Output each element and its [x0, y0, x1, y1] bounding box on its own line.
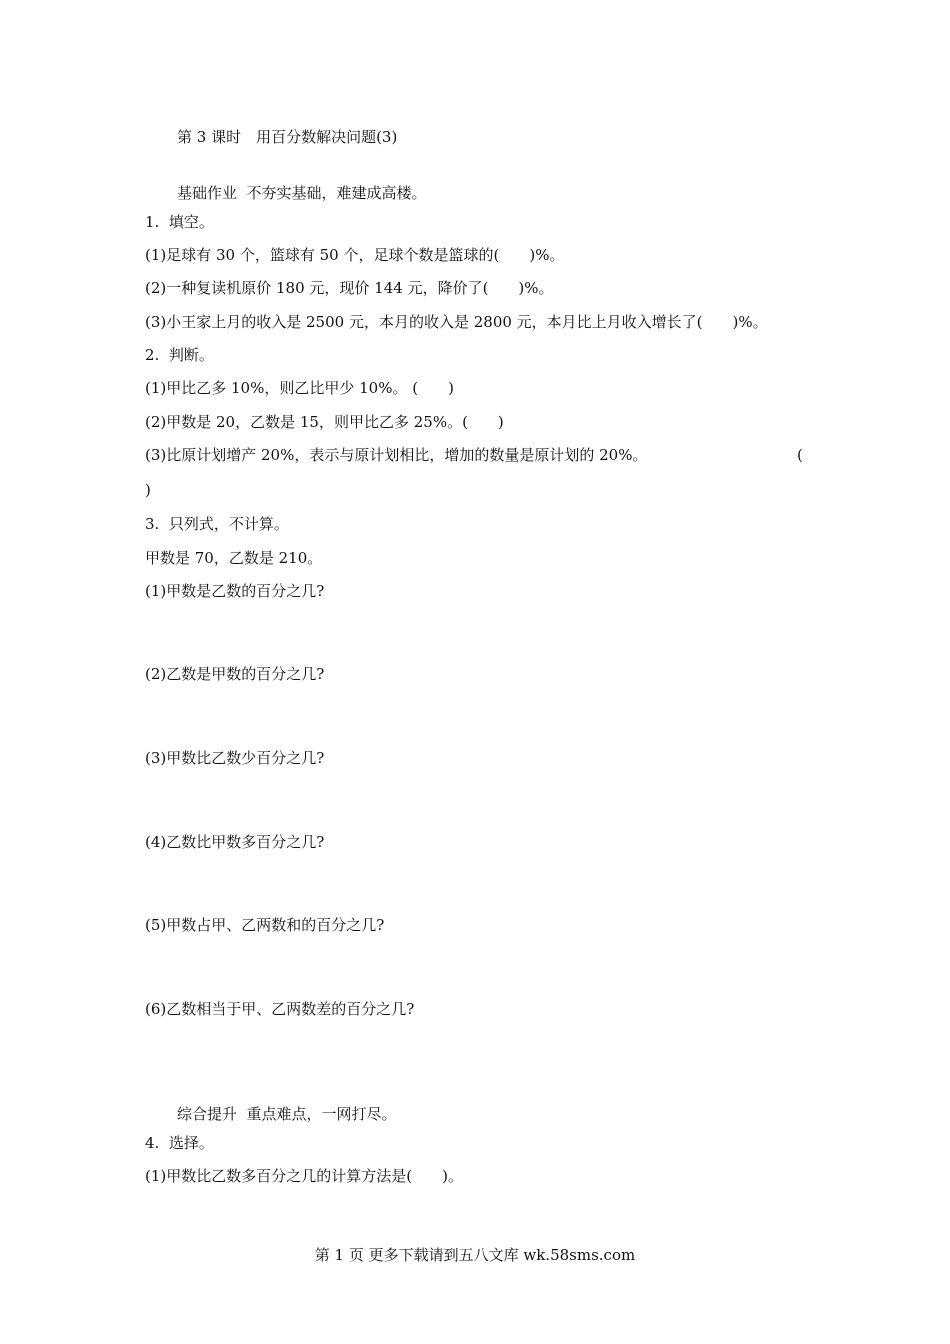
question-2-item-3-close-paren: ): [145, 481, 151, 499]
question-1-item-1: (1)足球有 30 个，篮球有 50 个，足球个数是篮球的( )%。: [145, 246, 565, 264]
question-3-heading: 3. 只列式，不计算。: [145, 515, 289, 533]
section-basic-header: 基础作业 不夯实基础，难建成高楼。: [177, 184, 427, 202]
question-3-item-1: (1)甲数是乙数的百分之几?: [145, 582, 325, 600]
question-4-item-1: (1)甲数比乙数多百分之几的计算方法是( )。: [145, 1167, 463, 1185]
question-2-item-3-open-paren: (: [797, 446, 803, 464]
section-advanced-header: 综合提升 重点难点，一网打尽。: [177, 1105, 397, 1123]
question-1-item-2: (2)一种复读机原价 180 元，现价 144 元，降价了( )%。: [145, 279, 554, 297]
question-2-item-1: (1)甲比乙多 10%，则乙比甲少 10%。 ( ): [145, 379, 454, 397]
page-footer: 第 1 页 更多下载请到五八文库 wk.58sms.com: [314, 1246, 636, 1264]
question-3-item-3: (3)甲数比乙数少百分之几?: [145, 749, 325, 767]
page-title: 第 3 课时 用百分数解决问题(3): [177, 128, 398, 146]
question-3-item-4: (4)乙数比甲数多百分之几?: [145, 833, 325, 851]
question-3-given: 甲数是 70，乙数是 210。: [145, 549, 323, 567]
question-3-item-2: (2)乙数是甲数的百分之几?: [145, 665, 325, 683]
question-2-item-2: (2)甲数是 20，乙数是 15，则甲比乙多 25%。( ): [145, 413, 504, 431]
question-2-item-3: (3)比原计划增产 20%，表示与原计划相比，增加的数量是原计划的 20%。: [145, 446, 648, 464]
question-3-item-5: (5)甲数占甲、乙两数和的百分之几?: [145, 916, 385, 934]
question-3-item-6: (6)乙数相当于甲、乙两数差的百分之几?: [145, 1000, 415, 1018]
question-1-heading: 1. 填空。: [145, 213, 214, 231]
question-2-heading: 2. 判断。: [145, 346, 214, 364]
question-1-item-3: (3)小王家上月的收入是 2500 元，本月的收入是 2800 元，本月比上月收入增长了( )%。: [145, 313, 768, 331]
question-4-heading: 4. 选择。: [145, 1134, 214, 1152]
